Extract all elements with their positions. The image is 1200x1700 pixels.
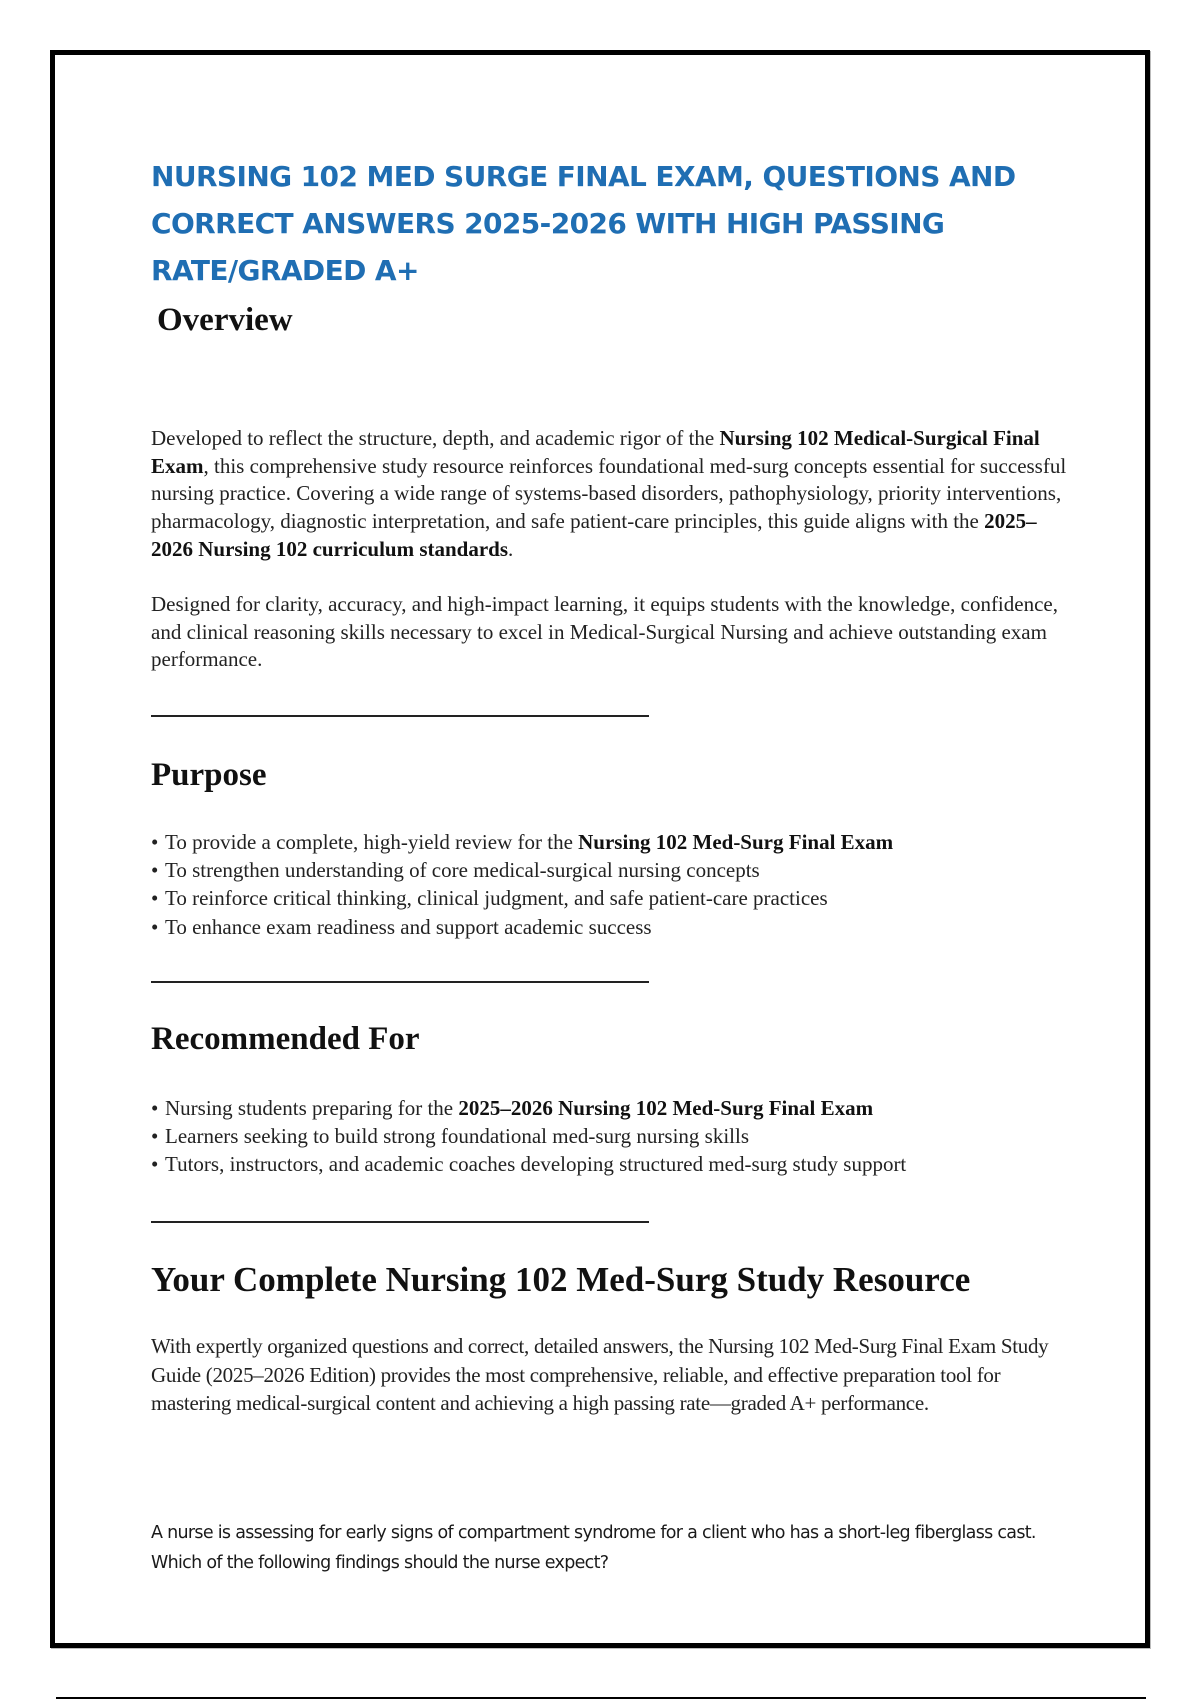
list-item-text: Tutors, instructors, and academic coaches developing structured med-surg study support <box>165 1152 907 1177</box>
overview-heading: Overview <box>157 302 293 338</box>
list-item <box>151 1122 1091 1150</box>
overview-bold-curriculum: 2025–2026 Nursing 102 curriculum standards <box>151 509 1037 561</box>
bullet-icon: • <box>151 1152 159 1177</box>
list-item <box>151 828 1091 856</box>
bullet-icon: • <box>151 1124 159 1149</box>
exam-question: A nurse is assessing for early signs of compartment syndrome for a client who has a short-leg fiberglass cast. Which of the following findings should the nurse expect? <box>151 1523 1036 1573</box>
list-item-text: Learners seeking to build strong foundational med-surg nursing skills <box>165 1124 750 1149</box>
list-item-text: To enhance exam readiness and support academic success <box>165 914 652 939</box>
recommended-for-list <box>151 1094 1091 1179</box>
list-item <box>151 856 1091 884</box>
list-item-text: To provide a complete, high-yield review for the <box>165 830 579 854</box>
list-item <box>151 1150 1091 1178</box>
overview-text: , this comprehensive study resource reinforces foundational med-surg concepts essential for successful nursing practice. Covering a wide range of systems-based disorders, pathophysiology, priority interventions, pharmacology, diagnostic interpretation, and safe patient-care principles, this guide aligns with the <box>151 453 1067 534</box>
title-line-1: NURSING 102 MED SURGE FINAL EXAM, QUESTIONS AND <box>151 160 1016 193</box>
list-item-text: To reinforce critical thinking, clinical judgment, and safe patient-care practices <box>165 886 828 911</box>
recommended-for-heading: Recommended For <box>151 1021 420 1057</box>
list-item <box>151 1094 1091 1122</box>
document-page <box>50 50 1150 1648</box>
study-resource-paragraph: With expertly organized questions and correct, detailed answers, the Nursing 102 Med-Surg Final Exam Study Guide (2025–2026 Edition) provides the most comprehensive, reliable, and effective preparation tool for mastering medical-surgical content and achieving a high passing rate—graded A+ performance. <box>151 1334 1049 1415</box>
title-line-2: CORRECT ANSWERS 2025-2026 WITH HIGH PASSING <box>151 207 945 240</box>
list-item-text: To strengthen understanding of core medical-surgical nursing concepts <box>165 858 760 883</box>
overview-paragraph-1 <box>151 425 1071 564</box>
purpose-list <box>151 828 1091 941</box>
overview-text: Developed to reflect the structure, depth, and academic rigor of the <box>151 426 720 450</box>
overview-paragraph-2: Designed for clarity, accuracy, and high-impact learning, it equips students with the knowledge, confidence, and clinical reasoning skills necessary to excel in Medical-Surgical Nursing and achieve outstanding exam performance. <box>151 592 1058 672</box>
bullet-icon: • <box>151 858 159 883</box>
study-resource-heading: Your Complete Nursing 102 Med-Surg Study Resource <box>151 1260 971 1299</box>
section-divider <box>151 981 649 983</box>
purpose-heading: Purpose <box>151 757 267 793</box>
section-divider <box>151 715 649 717</box>
next-page-edge <box>56 1697 1146 1699</box>
list-item <box>151 884 1091 912</box>
bullet-icon: • <box>151 1096 159 1120</box>
section-divider <box>151 1221 649 1223</box>
list-item <box>151 913 1091 941</box>
bullet-icon: • <box>151 914 159 939</box>
bullet-icon: • <box>151 886 159 911</box>
bullet-icon: • <box>151 830 159 854</box>
list-item-bold: Nursing 102 Med-Surg Final Exam <box>578 830 894 854</box>
title-line-3: RATE/GRADED A+ <box>151 254 419 287</box>
list-item-bold: 2025–2026 Nursing 102 Med-Surg Final Exam <box>458 1096 874 1120</box>
document-title <box>151 153 1051 294</box>
overview-text: . <box>508 536 514 561</box>
overview-bold-exam: Nursing 102 Medical-Surgical Final Exam <box>151 426 1040 478</box>
list-item-text: Nursing students preparing for the <box>165 1096 459 1120</box>
